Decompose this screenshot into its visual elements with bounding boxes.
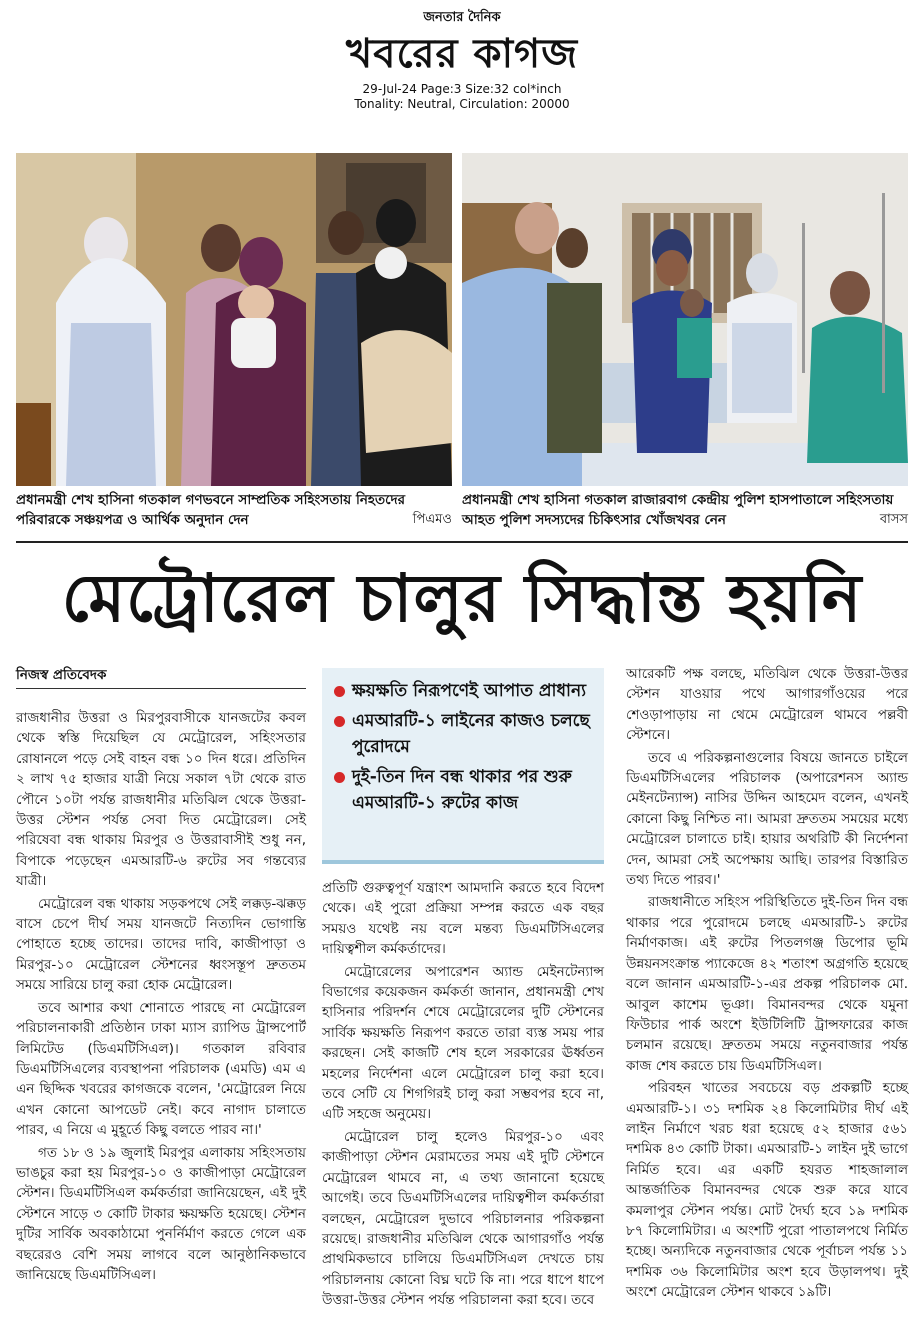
caption-text-right: প্রধানমন্ত্রী শেখ হাসিনা গতকাল রাজারবাগ কেন্দ্রীয় পুলিশ হাসপাতালে সহিংসতায় আহত পুলিশ সদস্যদের চিকিৎসার খোঁজখবর নেন [462,492,894,528]
byline: নিজস্ব প্রতিবেদক [16,667,107,683]
paragraph: রাজধানীতে সহিংস পরিস্থিতিতে দুই-তিন দিন বন্ধ থাকার পরে পুরোদমে চলছে এমআরটি-১ রুটের নির্মাণকাজ। এই রুটের পিতলগঞ্জ ডিপোর ভূমি উন্নয়নসংক্রান্ত প্যাকেজে ৪২ শতাংশ অগ্রগতি হয়েছে বলে জানান এমআরটি-১-এর প্রকল্প পরিচালক মো. আবুল কাশেম ভূঞা। বিমানবন্দর থেকে যমুনা ফিউচার পার্ক অংশে ইউটিলিটি ট্রান্সফারের কাজ চলমান রয়েছে। দ্রুততম সময়ে নতুনবাজার পর্যন্ত কাজ শেষ করতে চায় ডিএমটিসিএল। [626,894,908,1074]
clipping-meta-tonality: Tonality: Neutral, Circulation: 20000 [354,97,570,111]
photo-pm-police-hospital [462,153,908,486]
article-column-2 [322,878,604,1313]
section-divider [16,541,908,543]
highlights-box [322,668,604,864]
photo-caption-right [462,490,908,530]
newspaper-logo: খবরের কাগজ [345,31,579,77]
highlight-text: ক্ষয়ক্ষতি নিরূপণেই আপাত প্রাধান্য [352,681,587,701]
paragraph: মেট্রোরেল বন্ধ থাকায় সড়কপথে সেই লক্কড়-ঝক্কড় বাসে চেপে দীর্ঘ সময় যানজটে নিত্যদিন ভোগান্তি পোহাতে হচ্ছে তাদের। তাদের দাবি, কাজীপাড়া ও মিরপুর-১০ মেট্রোরেল স্টেশনের ধ্বংসস্তূপ দ্রুততম সময়ে সারিয়ে চালু করা হোক মেট্রোরেল। [16,895,306,994]
highlight-item [334,708,594,760]
article-column-3 [626,664,908,1305]
highlight-item [334,764,594,816]
paragraph: তবে এ পরিকল্পনাগুলোর বিষয়ে জানতে চাইলে ডিএমটিসিএলের পরিচালক (অপারেশনস অ্যান্ড মেইনটেন্যান্স) নাসির উদ্দিন আহমেদ বলেন, এখনই কোনো কিছু নিশ্চিত না। আমরা দ্রুততম সময়ের মধ্যে মেট্রোরেল চালাতে চাই। হায়ার অথরিটি কী নির্দেশনা দেন, আমরা সেই অপেক্ষায় আছি। তারপর বিস্তারিত তথ্য দিতে পারব।' [626,749,908,889]
article-headline: মেট্রোরেল চালুর সিদ্ধান্ত হয়নি [61,559,863,637]
paragraph: রাজধানীর উত্তরা ও মিরপুরবাসীকে যানজটের কবল থেকে স্বস্তি দিয়েছিল যে মেট্রোরেল, সহিংসতার রোষানলে পড়ে সেই বাহন বন্ধ ১০ দিন ধরে। প্রতিদিন ২ লাখ ৭৫ হাজার যাত্রী নিয়ে সকাল ৭টা থেকে রাত পৌনে ১০টা পর্যন্ত রাজধানীর মতিঝিল থেকে উত্তরা-উত্তর স্টেশন পর্যন্ত সেবা দিত মেট্রোরেল। সেই পরিষেবা বন্ধ থাকায় মিরপুর ও উত্তরাবাসীই শুধু নন, বিপাকে পড়েছেন এমআরটি-৬ রুটের সব গন্তব্যের যাত্রী। [16,710,306,890]
clipping-meta-date-page: 29-Jul-24 Page:3 Size:32 col*inch [362,82,562,96]
paragraph: গত ১৮ ও ১৯ জুলাই মিরপুর এলাকায় সহিংসতায় ভাঙচুর করা হয় মিরপুর-১০ ও কাজীপাড়া মেট্রোরেল স্টেশন। ডিএমটিসিএল কর্মকর্তারা জানিয়েছেন, এই দুই স্টেশনে সাড়ে ৩ কোটি টাকার ক্ষয়ক্ষতি হয়েছে। স্টেশন দুটির সার্বিক অবকাঠামো পুনর্নির্মাণ করতে গেলে এক বছরেরও বেশি সময় লাগবে বলে আনুষ্ঠানিকভাবে জানিয়েছে ডিএমটিসিএল। [16,1144,306,1283]
paragraph: আরেকটি পক্ষ বলছে, মতিঝিল থেকে উত্তরা-উত্তর স্টেশন যাওয়ার পথে আগারগাঁওয়ের পরে শেওড়াপাড়ায় না থেমে মেট্রোরেল থামবে পল্লবী স্টেশনে। [626,666,908,744]
photo-caption-left [16,490,452,530]
bullet-icon [334,772,345,783]
highlight-item [334,678,594,704]
highlight-text: এমআরটি-১ লাইনের কাজও চলছে পুরোদমে [352,711,590,757]
article-column-1 [16,708,306,1287]
bullet-icon [334,686,345,697]
masthead-tagline: জনতার দৈনিক [423,10,501,25]
paragraph: পরিবহন খাতের সবচেয়ে বড় প্রকল্পটি হচ্ছে এমআরটি-১। ৩১ দশমিক ২৪ কিলোমিটার দীর্ঘ এই লাইন নির্মাণে খরচ ধরা হয়েছে ৫২ হাজার ৫৬১ দশমিক ৪৩ কোটি টাকা। এমআরটি-১ লাইন দুই ভাগে নির্মিত হবে। এর একটি হযরত শাহজালাল আন্তর্জাতিক বিমানবন্দর থেকে শুরু করে যাবে কমলাপুর স্টেশন পর্যন্ত। মোট দৈর্ঘ্য হবে ১৯ দশমিক ৮৭ কিলোমিটার। এ অংশটি পুরো পাতালপথে নির্মিত হচ্ছে। অন্যদিকে নতুনবাজার থেকে পূর্বাচল পর্যন্ত ১১ দশমিক ৩৬ কিলোমিটার অংশ হবে উড়ালপথ। দুই অংশে মেট্রোরেল স্টেশন থাকবে ১৯টি। [626,1080,908,1301]
photo-pm-ganabhaban [16,153,452,486]
photo-credit-left: পিএমও [409,510,452,530]
bullet-icon [334,716,345,727]
byline-divider [16,688,306,689]
paragraph: মেট্রোরেল চালু হলেও মিরপুর-১০ এবং কাজীপাড়া স্টেশন মেরামতের সময় এই দুটি স্টেশনে মেট্রোরেল থামবে না, এ তথ্য জানানো হয়েছে আগেই। তবে ডিএমটিসিএলের দায়িত্বশীল কর্মকর্তারা বলছেন, মেট্রোরেল দুভাবে পরিচালনার পরিকল্পনা রয়েছে। রাজধানীর মতিঝিল থেকে আগারগাঁও পর্যন্ত প্রাথমিকভাবে চালিয়ে ডিএমটিসিএল দেখতে চায় পরিচালনায় কোনো বিঘ্ন ঘটে কি না। পরে ধাপে ধাপে উত্তরা-উত্তর স্টেশন পর্যন্ত পরিচালনা করা হবে। তবে [322,1128,604,1309]
paragraph: তবে আশার কথা শোনাতে পারছে না মেট্রোরেল পরিচালনাকারী প্রতিষ্ঠান ঢাকা ম্যাস র‍্যাপিড ট্রান্সপোর্ট লিমিটেড (ডিএমটিসিএল)। গতকাল রবিবার ডিএমটিসিএলের ব্যবস্থাপনা পরিচালক (এমডি) এম এ এন ছিদ্দিক খবরের কাগজকে বলেন, 'মেট্রোরেল নিয়ে এখন কোনো আপডেট নেই। কবে নাগাদ চালাতে পারব, এ নিয়ে এ মুহূর্তে কিছু বলতে পারব না।' [16,999,306,1139]
highlight-text: দুই-তিন দিন বন্ধ থাকার পর শুরু এমআরটি-১ রুটের কাজ [352,767,572,813]
paragraph: প্রতিটি গুরুত্বপূর্ণ যন্ত্রাংশ আমদানি করতে হবে বিদেশ থেকে। এই পুরো প্রক্রিয়া সম্পন্ন করতে এক বছর সময়ও যথেষ্ট নয় বলে মন্তব্য ডিএমটিসিএলের দায়িত্বশীল কর্মকর্তাদের। [322,880,604,958]
photo-credit-right: বাসস [876,510,908,530]
caption-text-left: প্রধানমন্ত্রী শেখ হাসিনা গতকাল গণভবনে সাম্প্রতিক সহিংসতায় নিহতদের পরিবারকে সঞ্চয়পত্র ও আর্থিক অনুদান দেন [16,492,406,528]
masthead [0,0,924,150]
paragraph: মেট্রোরেলের অপারেশন অ্যান্ড মেইনটেন্যান্স বিভাগের কয়েকজন কর্মকর্তা জানান, প্রধানমন্ত্রী শেখ হাসিনার পরিদর্শন শেষে মেট্রোরেলের দুটি স্টেশনের সার্বিক ক্ষয়ক্ষতি নিরূপণ করতে তারা ব্যস্ত সময় পার করছেন। সেই কাজটি শেষ হলে সরকারের ঊর্ধ্বতন মহলের নির্দেশনা এলে মেট্রোরেল চালু করা হবে। তবে সেটি যে শিগগিরই চালু করা সম্ভবপর হবে না, এটি সহজে অনুমেয়। [322,963,604,1123]
